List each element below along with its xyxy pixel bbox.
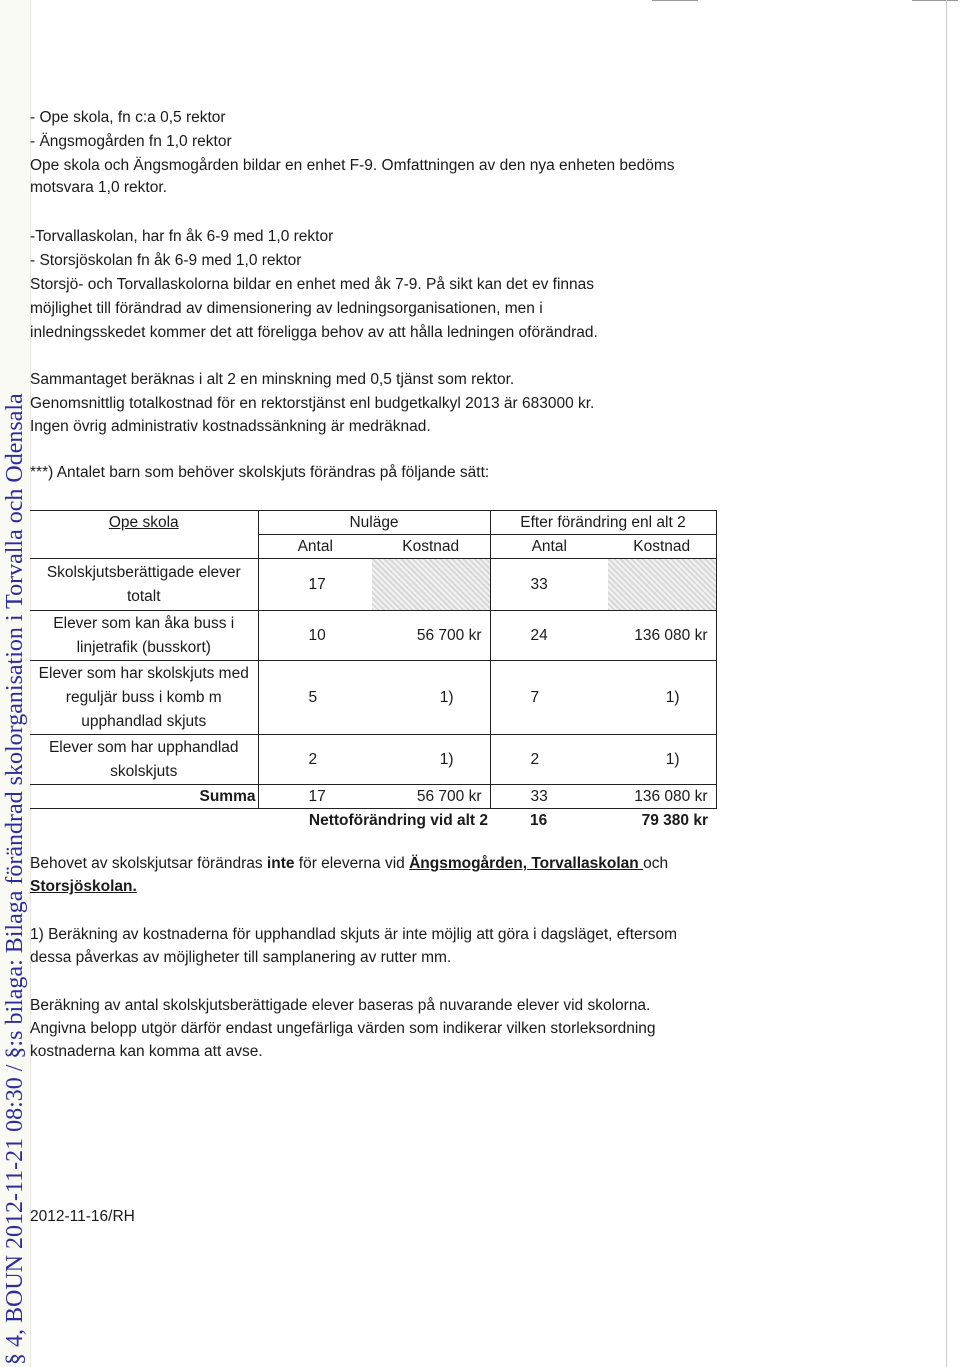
paragraph-line: Ingen övrig administrativ kostnadssänkning är medräknad. <box>30 418 431 435</box>
paragraph-line: inledningsskedet kommer det att föreligga behov av att hålla ledningen oförändrad. <box>30 324 598 341</box>
paragraph-line: motsvara 1,0 rektor. <box>30 179 167 196</box>
cell-now-antal: 10 <box>258 611 372 661</box>
summa-now-kostnad: 56 700 kr <box>372 785 490 809</box>
cell-after-antal: 24 <box>490 611 608 661</box>
cell-now-antal: 17 <box>258 559 372 611</box>
paragraph-line: Sammantaget beräknas i alt 2 en minskning med 0,5 tjänst som rektor. <box>30 371 515 388</box>
row-label: Elever som har upphandlad skolskjuts <box>30 735 258 785</box>
note-line: kostnaderna kan komma att avse. <box>30 1043 263 1060</box>
cell-after-kostnad-shaded <box>608 559 716 611</box>
netto-label: Nettoförändring vid alt 2 <box>308 811 488 829</box>
cell-now-antal: 5 <box>258 661 372 735</box>
column-header-kostnad: Kostnad <box>608 535 716 559</box>
scan-mark <box>946 0 947 1367</box>
cell-now-antal: 2 <box>258 735 372 785</box>
table-row <box>30 735 716 785</box>
table-row <box>30 611 716 661</box>
school-transport-table <box>30 510 717 833</box>
scan-mark <box>912 0 958 1</box>
cell-after-kostnad: 1) <box>608 661 716 735</box>
table-subheader-row <box>30 535 716 559</box>
note-line: Beräkning av antal skolskjutsberättigade elever baseras på nuvarande elever vid skolorna. <box>30 997 651 1014</box>
paragraph-line: Storsjö- och Torvallaskolorna bildar en enhet med åk 7-9. På sikt kan det ev finnas <box>30 276 595 293</box>
note-line <box>30 854 668 874</box>
row-label: Elever som kan åka buss i linjetrafik (busskort) <box>30 611 258 661</box>
margin-stamp: § 4, BOUN 2012-11-21 08:30 / §:s bilaga: Bilaga förändrad skolorganisation i Torvalla och Odensala <box>2 393 28 1365</box>
scan-mark <box>652 0 698 1</box>
note-bold: inte <box>266 855 295 872</box>
column-header-kostnad: Kostnad <box>372 535 490 559</box>
note-text: och <box>643 855 669 872</box>
column-header-antal: Antal <box>258 535 372 559</box>
note-text: för eleverna vid <box>294 855 410 872</box>
cell-now-kostnad: 1) <box>372 661 490 735</box>
note-schools: Ängsmogården, Torvallaskolan <box>409 855 644 872</box>
paragraph-line: - Ängsmogården fn 1,0 rektor <box>30 133 232 150</box>
paragraph-line: möjlighet till förändrad av dimensionering av ledningsorganisationen, men i <box>30 300 543 317</box>
netto-antal: 16 <box>530 811 548 829</box>
cell-after-antal: 33 <box>490 559 608 611</box>
signature-date: 2012-11-16/RH <box>30 1208 135 1225</box>
note-line: Angivna belopp utgör därför endast ungefärliga värden som indikerar vilken storleksordning <box>30 1020 656 1037</box>
summa-after-antal: 33 <box>490 785 608 809</box>
paragraph-line: Ope skola och Ängsmogården bildar en enhet F-9. Omfattningen av den nya enheten bedöms <box>30 157 675 174</box>
paragraph-line: - Ope skola, fn c:a 0,5 rektor <box>30 109 226 126</box>
table-intro: ***) Antalet barn som behöver skolskjuts förändras på följande sätt: <box>30 464 490 481</box>
footnote-line: 1) Beräkning av kostnaderna för upphandlad skjuts är inte möjlig att göra i dagsläget, eftersom <box>30 926 678 943</box>
summa-label: Summa <box>30 785 258 809</box>
table-header-row <box>30 511 716 535</box>
netto-kostnad: 79 380 kr <box>641 811 708 829</box>
cell-after-kostnad: 136 080 kr <box>608 611 716 661</box>
row-label: Skolskjutsberättigade elever totalt <box>30 559 258 611</box>
table-row <box>30 661 716 735</box>
cell-after-antal: 7 <box>490 661 608 735</box>
netto-row <box>30 809 716 833</box>
summa-row <box>30 785 716 809</box>
summa-after-kostnad: 136 080 kr <box>608 785 716 809</box>
cell-after-kostnad: 1) <box>608 735 716 785</box>
table-row <box>30 559 716 611</box>
group-efter: Efter förändring enl alt 2 <box>490 511 716 535</box>
cell-now-kostnad-shaded <box>372 559 490 611</box>
cell-now-kostnad: 1) <box>372 735 490 785</box>
summa-now-antal: 17 <box>258 785 372 809</box>
paragraph-line: Genomsnittlig totalkostnad för en rektorstjänst enl budgetkalkyl 2013 är 683000 kr. <box>30 395 595 412</box>
school-name: Ope skola <box>108 513 179 531</box>
paragraph-line: - Storsjöskolan fn åk 6-9 med 1,0 rektor <box>30 252 302 269</box>
row-label: Elever som har skolskjuts med reguljär buss i komb m upphandlad skjuts <box>30 661 258 735</box>
footnote-line: dessa påverkas av möjligheter till samplanering av rutter mm. <box>30 949 452 966</box>
note-text: Behovet av skolskjutsar förändras <box>30 855 267 872</box>
cell-now-kostnad: 56 700 kr <box>372 611 490 661</box>
cell-after-antal: 2 <box>490 735 608 785</box>
group-nulage: Nuläge <box>258 511 490 535</box>
note-schools-cont: Storsjöskolan. <box>30 878 137 895</box>
column-header-antal: Antal <box>490 535 608 559</box>
paragraph-line: -Torvallaskolan, har fn åk 6-9 med 1,0 rektor <box>30 228 334 245</box>
